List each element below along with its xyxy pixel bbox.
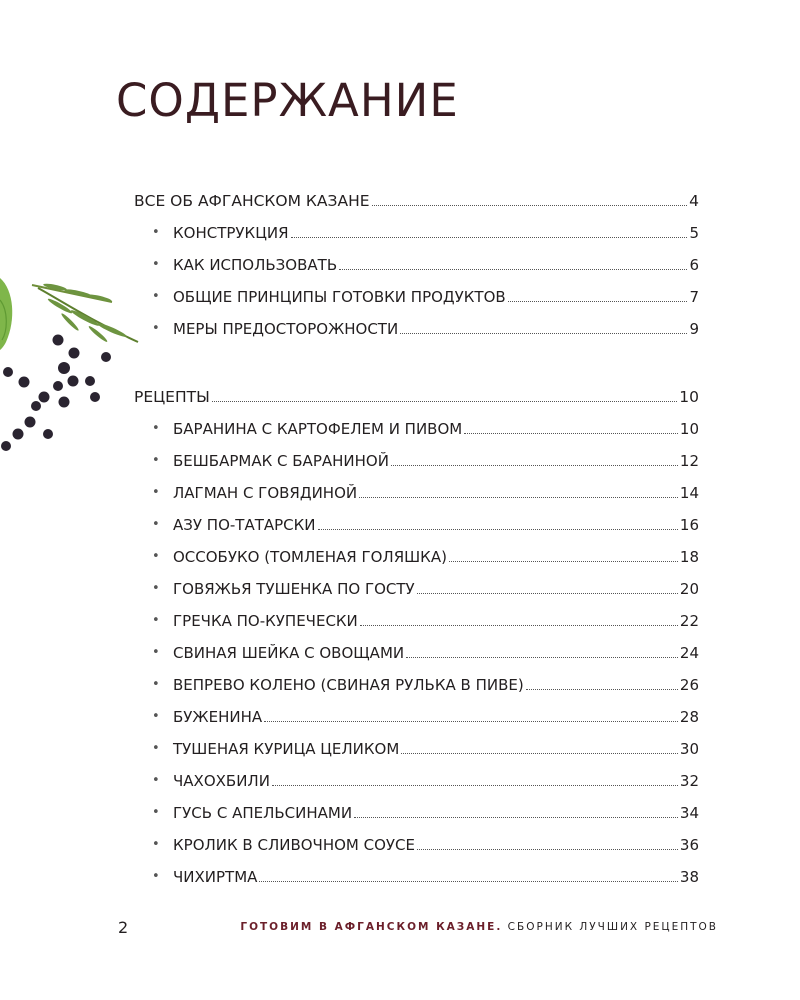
toc-item-label: ВЕПРЕВО КОЛЕНО (СВИНАЯ РУЛЬКА В ПИВЕ) xyxy=(173,676,524,694)
bullet-icon: • xyxy=(152,741,160,756)
page-title: СОДЕРЖАНИЕ xyxy=(116,74,459,127)
bullet-icon: • xyxy=(152,613,160,628)
bullet-icon: • xyxy=(152,581,160,596)
toc-item[interactable] xyxy=(134,210,699,242)
bullet-icon: • xyxy=(152,485,160,500)
bullet-icon: • xyxy=(152,321,160,336)
bullet-icon: • xyxy=(152,837,160,852)
toc-item[interactable] xyxy=(134,274,699,306)
bullet-icon: • xyxy=(152,869,160,884)
toc-item[interactable] xyxy=(134,406,699,438)
toc-item[interactable] xyxy=(134,534,699,566)
toc-page-number: 4 xyxy=(689,192,699,210)
toc-page-number: 38 xyxy=(679,868,699,886)
toc-item[interactable] xyxy=(134,694,699,726)
bullet-icon: • xyxy=(152,517,160,532)
toc-leader xyxy=(526,689,678,690)
toc-item[interactable] xyxy=(134,854,699,886)
toc-item-label: ТУШЕНАЯ КУРИЦА ЦЕЛИКОМ xyxy=(173,740,400,758)
toc-page-number: 14 xyxy=(679,484,699,502)
toc-leader xyxy=(291,237,688,238)
toc-item-label: ОБЩИЕ ПРИНЦИПЫ ГОТОВКИ ПРОДУКТОВ xyxy=(173,288,506,306)
toc-item[interactable] xyxy=(134,242,699,274)
toc-leader xyxy=(400,333,687,334)
toc-item[interactable] xyxy=(134,306,699,338)
toc-page-number: 28 xyxy=(679,708,699,726)
toc-item-label: ГРЕЧКА ПО-КУПЕЧЕСКИ xyxy=(173,612,358,630)
toc-page-number: 10 xyxy=(679,420,699,438)
toc-page-number: 7 xyxy=(689,288,699,306)
toc-item[interactable] xyxy=(134,502,699,534)
toc-item-label: АЗУ ПО-ТАТАРСКИ xyxy=(173,516,316,534)
toc-item-label: ГУСЬ С АПЕЛЬСИНАМИ xyxy=(173,804,353,822)
toc-leader xyxy=(372,205,688,206)
toc-leader xyxy=(359,497,678,498)
toc-leader xyxy=(212,401,677,402)
toc-page-number: 26 xyxy=(679,676,699,694)
bullet-icon: • xyxy=(152,289,160,304)
toc-item-label: ОССОБУКО (ТОМЛЕНАЯ ГОЛЯШКА) xyxy=(173,548,447,566)
bullet-icon: • xyxy=(152,257,160,272)
toc-leader xyxy=(464,433,678,434)
toc-item[interactable] xyxy=(134,598,699,630)
toc-page-number: 9 xyxy=(689,320,699,338)
toc-page-number: 34 xyxy=(679,804,699,822)
toc-leader xyxy=(264,721,678,722)
bullet-icon: • xyxy=(152,677,160,692)
toc-page-number: 16 xyxy=(679,516,699,534)
toc-item[interactable] xyxy=(134,662,699,694)
toc-leader xyxy=(339,269,687,270)
book-title: ГОТОВИМ В АФГАНСКОМ КАЗАНЕ. xyxy=(240,921,503,933)
toc-leader xyxy=(417,593,678,594)
toc-leader xyxy=(360,625,678,626)
toc-page-number: 10 xyxy=(679,388,699,406)
peppercorns xyxy=(1,335,111,452)
toc-item[interactable] xyxy=(134,566,699,598)
toc-page-number: 36 xyxy=(679,836,699,854)
toc-item[interactable] xyxy=(134,630,699,662)
toc-item-label: КАК ИСПОЛЬЗОВАТЬ xyxy=(173,256,338,274)
toc-page-number: 30 xyxy=(679,740,699,758)
bullet-icon: • xyxy=(152,453,160,468)
page-number: 2 xyxy=(118,918,129,937)
toc-leader xyxy=(406,657,678,658)
table-of-contents xyxy=(134,178,699,886)
running-footer xyxy=(240,921,718,933)
toc-page-number: 32 xyxy=(679,772,699,790)
bullet-icon: • xyxy=(152,645,160,660)
toc-leader xyxy=(449,561,678,562)
toc-item-label: БУЖЕНИНА xyxy=(173,708,263,726)
toc-item-label: ЧАХОХБИЛИ xyxy=(173,772,270,790)
toc-page-number: 18 xyxy=(679,548,699,566)
toc-leader xyxy=(354,817,678,818)
bullet-icon: • xyxy=(152,709,160,724)
toc-item[interactable] xyxy=(134,758,699,790)
toc-leader xyxy=(508,301,688,302)
toc-page-number: 5 xyxy=(689,224,699,242)
toc-leader xyxy=(417,849,678,850)
toc-page-number: 20 xyxy=(679,580,699,598)
toc-item-label: КОНСТРУКЦИЯ xyxy=(173,224,289,242)
toc-leader xyxy=(391,465,678,466)
toc-section-label: РЕЦЕПТЫ xyxy=(134,388,210,406)
toc-item-label: ГОВЯЖЬЯ ТУШЕНКА ПО ГОСТУ xyxy=(173,580,415,598)
toc-item-label: БАРАНИНА С КАРТОФЕЛЕМ И ПИВОМ xyxy=(173,420,463,438)
toc-leader xyxy=(272,785,678,786)
toc-item[interactable] xyxy=(134,790,699,822)
book-subtitle: СБОРНИК ЛУЧШИХ РЕЦЕПТОВ xyxy=(502,921,718,933)
bullet-icon: • xyxy=(152,805,160,820)
toc-leader xyxy=(401,753,678,754)
bullet-icon: • xyxy=(152,225,160,240)
bullet-icon: • xyxy=(152,773,160,788)
bullet-icon: • xyxy=(152,549,160,564)
toc-item[interactable] xyxy=(134,822,699,854)
toc-item-label: КРОЛИК В СЛИВОЧНОМ СОУСЕ xyxy=(173,836,415,854)
toc-item-label: СВИНАЯ ШЕЙКА С ОВОЩАМИ xyxy=(173,644,405,662)
toc-item[interactable] xyxy=(134,438,699,470)
toc-leader xyxy=(259,881,677,882)
toc-item-label: БЕШБАРМАК С БАРАНИНОЙ xyxy=(173,452,389,470)
toc-item[interactable] xyxy=(134,470,699,502)
toc-item[interactable] xyxy=(134,726,699,758)
toc-item-label: ЧИХИРТМА xyxy=(173,868,258,886)
toc-page-number: 24 xyxy=(679,644,699,662)
toc-section[interactable] xyxy=(134,178,699,210)
toc-item-label: ЛАГМАН С ГОВЯДИНОЙ xyxy=(173,484,358,502)
toc-page-number: 6 xyxy=(689,256,699,274)
bullet-icon: • xyxy=(152,421,160,436)
toc-leader xyxy=(318,529,678,530)
toc-section-label: ВСЕ ОБ АФГАНСКОМ КАЗАНЕ xyxy=(134,192,370,210)
toc-section[interactable] xyxy=(134,374,699,406)
toc-page-number: 22 xyxy=(679,612,699,630)
toc-item-label: МЕРЫ ПРЕДОСТОРОЖНОСТИ xyxy=(173,320,399,338)
toc-page-number: 12 xyxy=(679,452,699,470)
